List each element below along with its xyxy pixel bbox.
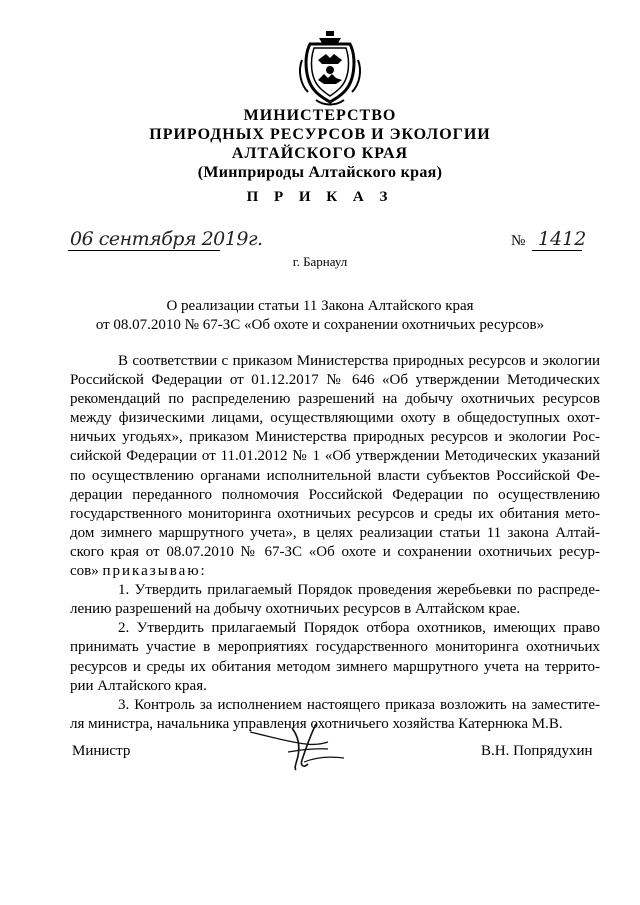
body-line: В соответствии с приказом Министерства природных ресурсов и экологии	[118, 353, 600, 369]
organization-header	[0, 106, 640, 182]
item-1-line: лению разрешений на добычу охотничьих ресурсов в Алтайском крае.	[70, 601, 521, 618]
org-short-name: (Минприроды Алтайского края)	[197, 164, 443, 181]
order-subject	[0, 297, 640, 335]
body-line: дерации переданного полномочия Российской Федерации по осуществлению	[70, 486, 600, 503]
order-word: приказываю:	[102, 563, 207, 580]
body-line-order-word	[70, 562, 600, 581]
coat-of-arms-icon	[296, 30, 364, 108]
date-underline	[68, 250, 220, 251]
item-3-line: ля министра, начальника управления охотничьего хозяйства Катернюка М.В.	[70, 715, 563, 732]
signatory-name: В.Н. Попрядухин	[481, 743, 593, 759]
handwritten-signature-icon	[248, 722, 358, 774]
body-line: ничьих угодьях», приказом Министерства природных ресурсов и экологии Рос-	[70, 429, 600, 446]
body-line: между физическими лицами, осуществляющими охоту в общедоступных охот-	[70, 410, 600, 427]
item-2-line: ресурсов и среды их обитания методом зимнего маршрутного учета на террито-	[70, 658, 600, 675]
org-name-line-3: АЛТАЙСКОГО КРАЯ	[231, 145, 409, 162]
date-handwritten: 06 сентября 2019г.	[70, 228, 263, 250]
coat-of-arms-emblem	[296, 30, 364, 108]
item-2-line: рии Алтайского края.	[70, 677, 207, 694]
subject-line-1: О реализации статьи 11 Закона Алтайского края	[166, 298, 474, 314]
body-line: сийской Федерации от 11.01.2012 № 1 «Об утверждении Методических указаний	[70, 448, 600, 465]
item-3-line: 3. Контроль за исполнением настоящего приказа возложить на заместите-	[118, 696, 600, 713]
body-line: государственного мониторинга охотничьих ресурсов и среды их обитания мето-	[70, 505, 600, 522]
document-type-title: П Р И К А З	[246, 189, 394, 205]
item-2-line: 2. Утвердить прилагаемый Порядок отбора охотников, имеющих право	[118, 620, 600, 637]
item-1-line: 1. Утвердить прилагаемый Порядок проведения жеребьевки по распреде-	[118, 582, 600, 599]
body-line: Российской Федерации от 01.12.2017 № 646 «Об утверждении Методических	[70, 372, 600, 389]
signature-mark	[248, 722, 358, 774]
body-line: рекомендаций по распределению разрешений на добычу охотничьих ресурсов	[70, 391, 600, 408]
org-name-line-2: ПРИРОДНЫХ РЕСУРСОВ И ЭКОЛОГИИ	[149, 126, 491, 143]
signatory-role: Министр	[72, 743, 131, 759]
city-name: г. Барнаул	[292, 254, 348, 269]
org-name-line-1: МИНИСТЕРСТВО	[243, 107, 397, 124]
body-line: по осуществлению органами исполнительной власти субъектов Российской Фе-	[70, 467, 600, 484]
number-label: №	[511, 233, 526, 249]
number-underline	[532, 250, 582, 251]
number-handwritten: 1412	[538, 228, 587, 250]
order-body	[70, 352, 600, 734]
item-2-line: принимать участие в мероприятиях государственного мониторинга охотничьих	[70, 639, 600, 656]
preamble-end: сов»	[70, 563, 99, 580]
body-line: ского края от 08.07.2010 № 67-ЗС «Об охоте и сохранении охотничьих ресур-	[70, 543, 600, 560]
body-line: дом зимнего маршрутного учета», в целях реализации статьи 11 закона Алтай-	[70, 524, 600, 541]
subject-line-2: от 08.07.2010 № 67-ЗС «Об охоте и сохранении охотничьих ресурсов»	[95, 317, 545, 333]
